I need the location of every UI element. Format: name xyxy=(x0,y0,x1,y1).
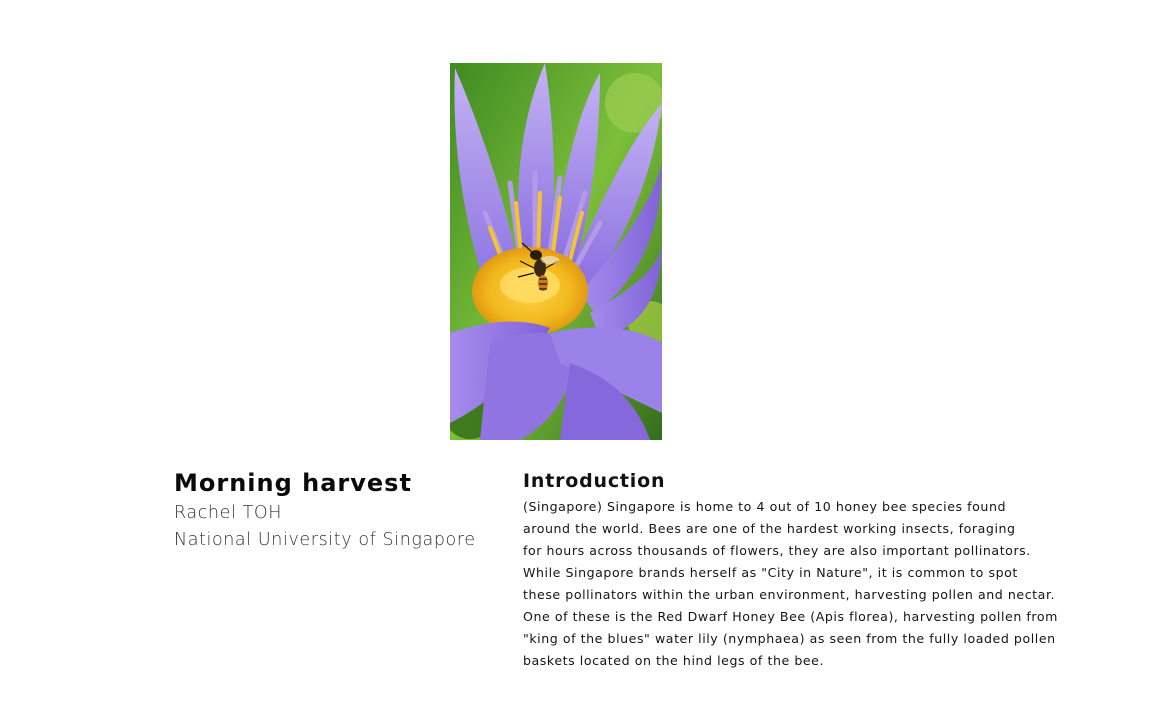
author-name: Rachel TOH xyxy=(174,503,283,523)
photo-title: Morning harvest xyxy=(174,469,412,497)
institution-name: National University of Singapore xyxy=(174,530,476,550)
introduction-line: for hours across thousands of flowers, they are also important pollinators. xyxy=(523,543,1031,558)
introduction-section xyxy=(523,468,1083,672)
introduction-line: "king of the blues" water lily (nymphaea) as seen from the fully loaded pollen xyxy=(523,631,1056,646)
introduction-line: (Singapore) Singapore is home to 4 out of 10 honey bee species found xyxy=(523,499,1007,514)
introduction-heading: Introduction xyxy=(523,470,666,492)
introduction-line: these pollinators within the urban environment, harvesting pollen and nectar. xyxy=(523,587,1056,602)
introduction-line: around the world. Bees are one of the hardest working insects, foraging xyxy=(523,521,1016,536)
introduction-line: baskets located on the hind legs of the bee. xyxy=(523,653,825,668)
introduction-line: One of these is the Red Dwarf Honey Bee (Apis florea), harvesting pollen from xyxy=(523,609,1058,624)
introduction-line: While Singapore brands herself as "City in Nature", it is common to spot xyxy=(523,565,1018,580)
water-lily-illustration xyxy=(450,63,662,440)
title-block xyxy=(174,466,504,554)
photo-bee-on-water-lily xyxy=(450,63,662,440)
